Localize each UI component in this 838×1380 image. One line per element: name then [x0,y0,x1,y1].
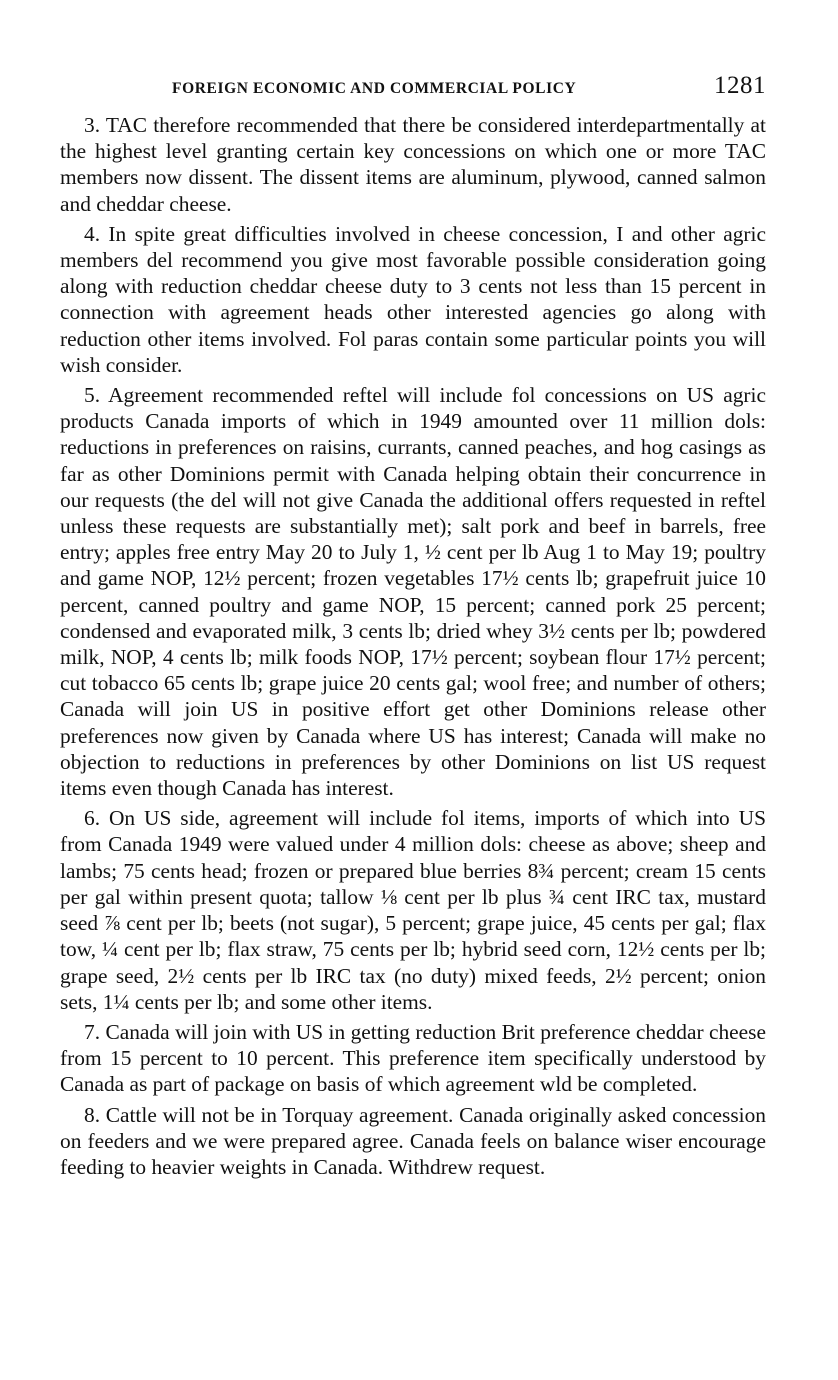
page-number: 1281 [714,72,766,99]
paragraph-4: 4. In spite great difficulties involved in cheese concession, I and other agric members del recommend you give most favorable possible consideration going along with reduction cheddar cheese duty to 3 cents not less than 15 percent in connection with agreement heads other interested agencies go along with reduction other items involved. Fol paras contain some particular points you will wish consider. [60,221,766,377]
body-text [60,112,766,1180]
paragraph-5: 5. Agreement recommended reftel will include fol concessions on US agric products Canada imports of which in 1949 amounted over 11 million dols: reductions in preferences on raisins, currants, canned peaches, and hog casings as far as other Dominions permit with Canada helping obtain their concurrence in our requests (the del will not give Canada the additional offers requested in reftel unless these requests are substantially met); salt pork and beef in barrels, free entry; apples free entry May 20 to July 1, ½ cent per lb Aug 1 to May 19; poultry and game NOP, 12½ percent; frozen vegetables 17½ cents lb; grapefruit juice 10 percent, canned poultry and game NOP, 15 percent; canned pork 25 percent; condensed and evaporated milk, 3 cents lb; dried whey 3½ cents per lb; powdered milk, NOP, 4 cents lb; milk foods NOP, 17½ percent; soybean flour 17½ percent; cut tobacco 65 cents lb; grape juice 20 cents gal; wool free; and number of others; Canada will join US in positive effort get other Dominions release other preferences now given by Canada where US has interest; Canada will make no objection to reductions in preferences by other Dominions on list US request items even though Canada has interest. [60,383,766,801]
paragraph-8: 8. Cattle will not be in Torquay agreement. Canada originally asked concession on feeders and we were prepared agree. Canada feels on balance wiser encourage feeding to heavier weights in Canada. Withdrew request. [60,1102,766,1179]
document-page [60,72,766,1180]
paragraph-7: 7. Canada will join with US in getting reduction Brit preference cheddar cheese from 15 percent to 10 percent. This preference item specifically understood by Canada as part of package on basis of which agreement wld be completed. [60,1019,766,1097]
running-header [60,72,766,100]
paragraph-3: 3. TAC therefore recommended that there be considered interdepartmentally at the highest level granting certain key concessions on which one or more TAC members now dissent. The dissent items are aluminum, plywood, canned salmon and cheddar cheese. [60,113,766,216]
running-header-title: FOREIGN ECONOMIC AND COMMERCIAL POLICY [172,80,577,97]
paragraph-6: 6. On US side, agreement will include fol items, imports of which into US from Canada 1949 were valued under 4 million dols: cheese as above; sheep and lambs; 75 cents head; frozen or prepared blue berries 8¾ percent; cream 15 cents per gal within present quota; tallow ⅛ cent per lb plus ¾ cent IRC tax, mustard seed ⅞ cent per lb; beets (not sugar), 5 percent; grape juice, 45 cents per gal; flax tow, ¼ cent per lb; flax straw, 75 cents per lb; hybrid seed corn, 12½ cents per lb; grape seed, 2½ cents per lb IRC tax (no duty) mixed feeds, 2½ percent; onion sets, 1¼ cents per lb; and some other items. [60,806,766,1014]
